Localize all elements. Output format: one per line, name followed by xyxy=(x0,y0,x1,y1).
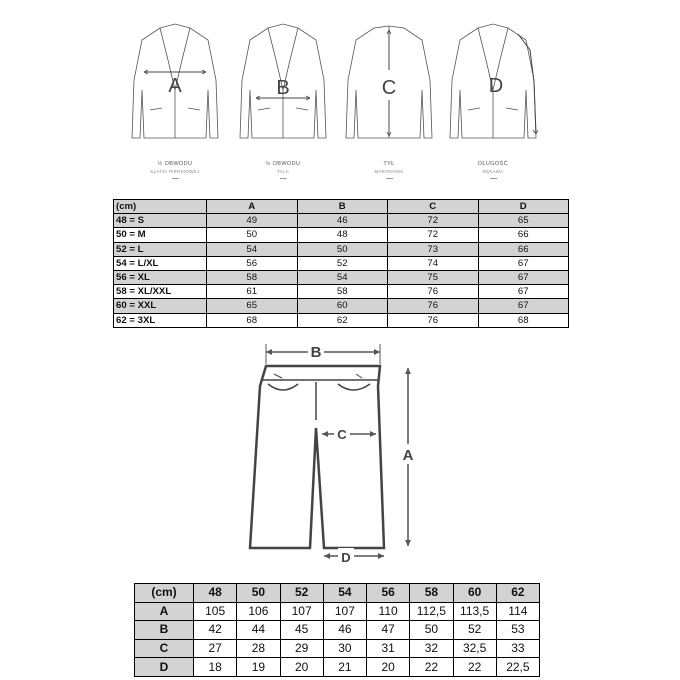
table-row xyxy=(114,285,569,299)
value-cell: 52 xyxy=(453,621,496,640)
value-cell: 49 xyxy=(207,214,298,228)
value-cell: 67 xyxy=(478,299,569,313)
row-label: A xyxy=(135,602,194,621)
value-cell: 76 xyxy=(388,313,479,327)
table-header-row xyxy=(135,584,540,603)
value-cell: 105 xyxy=(194,602,237,621)
value-cell: 66 xyxy=(478,228,569,242)
value-cell: 75 xyxy=(388,270,479,284)
value-cell: 44 xyxy=(237,621,280,640)
caption-sleeve xyxy=(443,160,543,179)
jacket-back-diagram xyxy=(344,20,434,150)
trousers-size-table xyxy=(134,583,540,677)
caption-back xyxy=(339,160,439,179)
table-row xyxy=(114,256,569,270)
value-cell: 53 xyxy=(496,621,539,640)
value-cell: 20 xyxy=(367,658,410,677)
header-cell: 50 xyxy=(237,584,280,603)
table-row xyxy=(135,602,540,621)
size-cell: 56 = XL xyxy=(114,270,207,284)
value-cell: 107 xyxy=(280,602,323,621)
value-cell: 33 xyxy=(496,639,539,658)
value-cell: 112,5 xyxy=(410,602,453,621)
value-cell: 76 xyxy=(388,285,479,299)
caption-divider xyxy=(386,178,393,179)
table-row xyxy=(135,621,540,640)
caption-divider xyxy=(172,178,179,179)
caption-waist xyxy=(233,160,333,179)
caption-title: ½ OBWODU xyxy=(157,161,193,167)
header-cell: D xyxy=(478,200,569,214)
value-cell: 66 xyxy=(478,242,569,256)
header-cell: (cm) xyxy=(114,200,207,214)
value-cell: 65 xyxy=(207,299,298,313)
caption-chest xyxy=(125,160,225,179)
size-cell: 58 = XL/XXL xyxy=(114,285,207,299)
value-cell: 50 xyxy=(207,228,298,242)
value-cell: 114 xyxy=(496,602,539,621)
value-cell: 67 xyxy=(478,256,569,270)
value-cell: 54 xyxy=(297,270,388,284)
value-cell: 46 xyxy=(323,621,366,640)
table-header-row xyxy=(114,200,569,214)
table-row xyxy=(114,270,569,284)
header-cell: B xyxy=(297,200,388,214)
trousers-diagram xyxy=(238,338,438,570)
table-row xyxy=(135,658,540,677)
value-cell: 20 xyxy=(280,658,323,677)
value-cell: 22,5 xyxy=(496,658,539,677)
value-cell: 113,5 xyxy=(453,602,496,621)
value-cell: 62 xyxy=(297,313,388,327)
value-cell: 21 xyxy=(323,658,366,677)
row-label: D xyxy=(135,658,194,677)
label-d: D xyxy=(341,550,351,565)
value-cell: 47 xyxy=(367,621,410,640)
caption-subtitle: RĘKAWA xyxy=(482,169,504,174)
value-cell: 22 xyxy=(453,658,496,677)
header-cell: 60 xyxy=(453,584,496,603)
value-cell: 46 xyxy=(297,214,388,228)
value-cell: 61 xyxy=(207,285,298,299)
value-cell: 74 xyxy=(388,256,479,270)
value-cell: 67 xyxy=(478,270,569,284)
value-cell: 29 xyxy=(280,639,323,658)
size-cell: 50 = M xyxy=(114,228,207,242)
value-cell: 73 xyxy=(388,242,479,256)
value-cell: 72 xyxy=(388,228,479,242)
caption-divider xyxy=(280,178,287,179)
value-cell: 56 xyxy=(207,256,298,270)
table-row xyxy=(114,313,569,327)
value-cell: 22 xyxy=(410,658,453,677)
table-row xyxy=(114,299,569,313)
value-cell: 32,5 xyxy=(453,639,496,658)
label-c: C xyxy=(337,427,347,442)
value-cell: 19 xyxy=(237,658,280,677)
caption-subtitle: TALII xyxy=(277,169,289,174)
value-cell: 60 xyxy=(297,299,388,313)
table-row xyxy=(114,242,569,256)
header-cell: 52 xyxy=(280,584,323,603)
header-cell: C xyxy=(388,200,479,214)
header-cell: (cm) xyxy=(135,584,194,603)
value-cell: 67 xyxy=(478,285,569,299)
label-c: C xyxy=(381,77,397,99)
value-cell: 45 xyxy=(280,621,323,640)
label-d: D xyxy=(488,75,504,97)
value-cell: 32 xyxy=(410,639,453,658)
header-cell: 56 xyxy=(367,584,410,603)
table-row xyxy=(114,228,569,242)
value-cell: 106 xyxy=(237,602,280,621)
caption-subtitle: KLATKI PIERSIOWEJ xyxy=(150,169,200,174)
size-cell: 54 = L/XL xyxy=(114,256,207,270)
jacket-sleeve-diagram xyxy=(448,20,538,150)
table-row xyxy=(135,639,540,658)
jacket-size-table xyxy=(113,199,569,328)
value-cell: 68 xyxy=(207,313,298,327)
value-cell: 76 xyxy=(388,299,479,313)
value-cell: 28 xyxy=(237,639,280,658)
value-cell: 31 xyxy=(367,639,410,658)
value-cell: 48 xyxy=(297,228,388,242)
caption-subtitle: MARYNARKI xyxy=(374,169,404,174)
row-label: C xyxy=(135,639,194,658)
label-a: A xyxy=(168,75,182,97)
value-cell: 54 xyxy=(207,242,298,256)
size-cell: 62 = 3XL xyxy=(114,313,207,327)
row-label: B xyxy=(135,621,194,640)
value-cell: 50 xyxy=(297,242,388,256)
header-cell: 54 xyxy=(323,584,366,603)
jacket-chest-diagram xyxy=(130,20,220,150)
header-cell: A xyxy=(207,200,298,214)
label-b: B xyxy=(310,344,322,361)
value-cell: 42 xyxy=(194,621,237,640)
value-cell: 50 xyxy=(410,621,453,640)
value-cell: 58 xyxy=(207,270,298,284)
header-cell: 58 xyxy=(410,584,453,603)
size-cell: 60 = XXL xyxy=(114,299,207,313)
value-cell: 27 xyxy=(194,639,237,658)
header-cell: 48 xyxy=(194,584,237,603)
value-cell: 58 xyxy=(297,285,388,299)
value-cell: 107 xyxy=(323,602,366,621)
value-cell: 65 xyxy=(478,214,569,228)
value-cell: 72 xyxy=(388,214,479,228)
caption-title: ½ OBWODU xyxy=(265,161,301,167)
caption-divider xyxy=(490,178,497,179)
value-cell: 68 xyxy=(478,313,569,327)
table-row xyxy=(114,214,569,228)
value-cell: 52 xyxy=(297,256,388,270)
value-cell: 18 xyxy=(194,658,237,677)
caption-title: DŁUGOŚĆ xyxy=(478,161,508,167)
value-cell: 30 xyxy=(323,639,366,658)
value-cell: 110 xyxy=(367,602,410,621)
size-cell: 48 = S xyxy=(114,214,207,228)
size-cell: 52 = L xyxy=(114,242,207,256)
label-a: A xyxy=(402,447,414,464)
label-b: B xyxy=(276,77,290,99)
jacket-waist-diagram xyxy=(238,20,328,150)
header-cell: 62 xyxy=(496,584,539,603)
caption-title: TYŁ xyxy=(383,161,395,167)
